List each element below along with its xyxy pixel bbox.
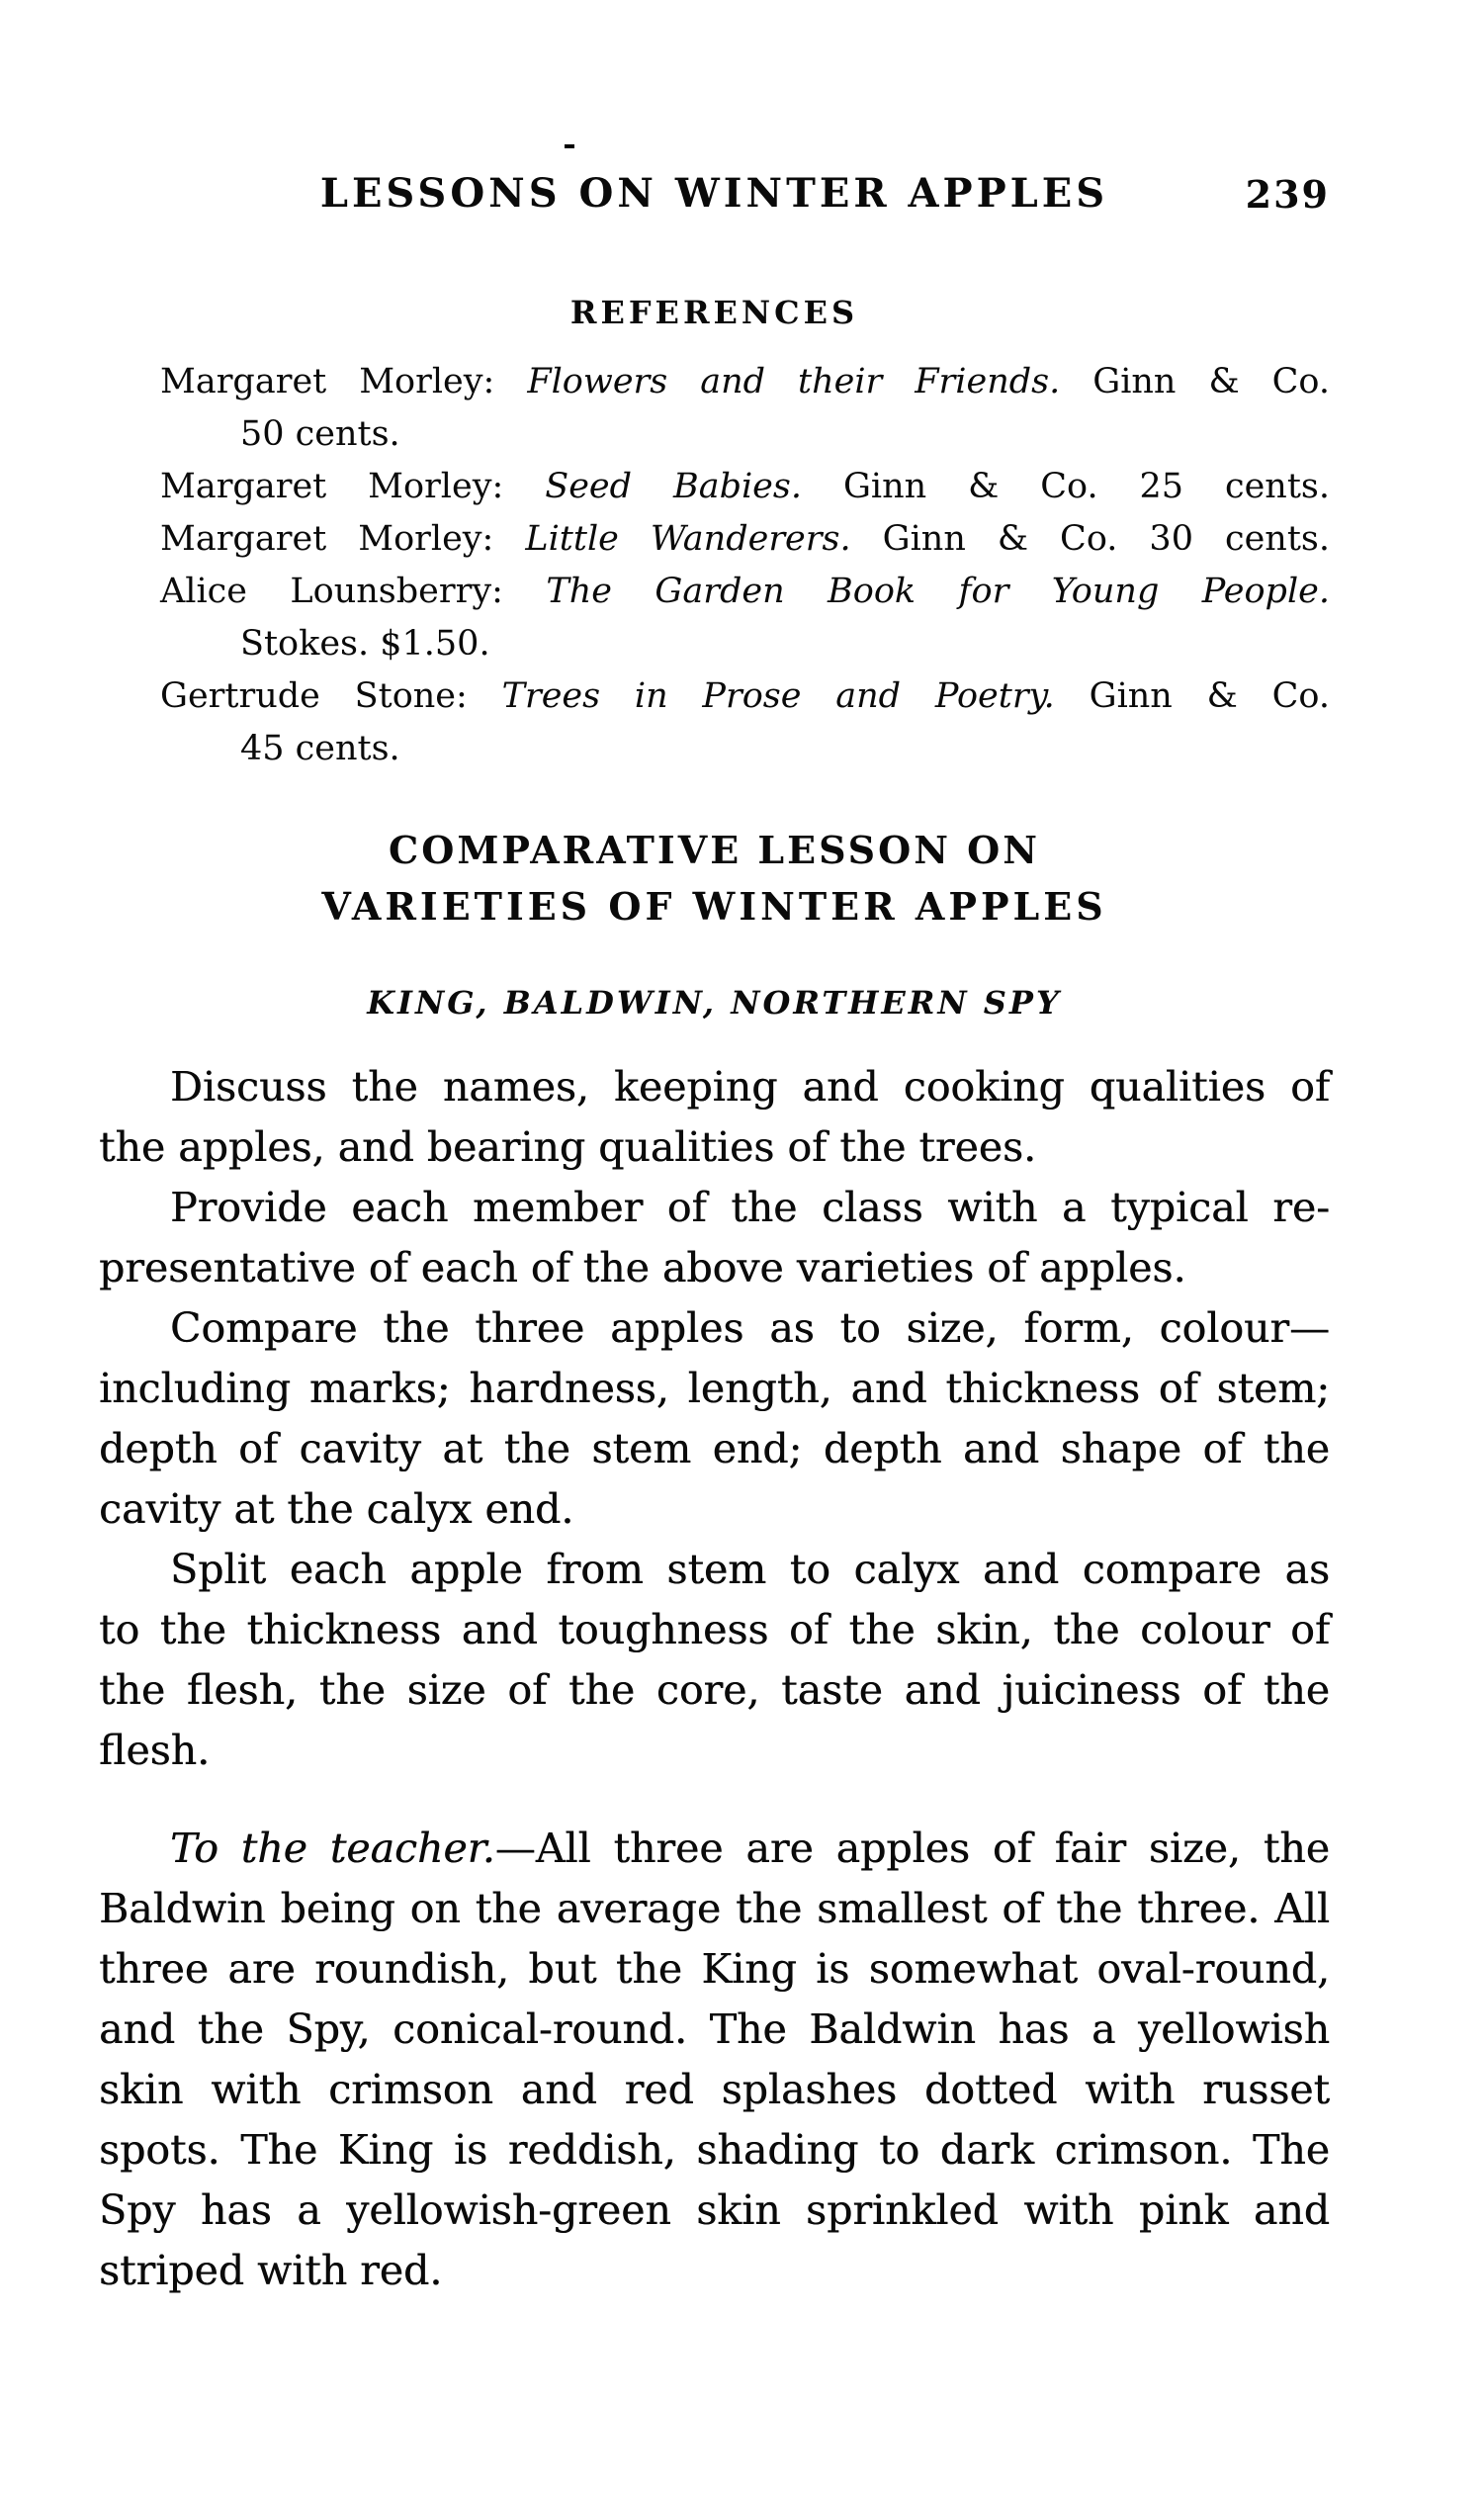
reference-entry bbox=[160, 513, 1330, 566]
teacher-note-paragraph bbox=[99, 1819, 1330, 2301]
paragraph bbox=[99, 1178, 1330, 1298]
references-heading: REFERENCES bbox=[569, 294, 859, 331]
paragraph bbox=[99, 1057, 1330, 1178]
paragraph-line: Split each apple from stem to calyx and compare as bbox=[170, 1546, 1330, 1593]
paragraph-line: Discuss the names, keeping and cooking qualities of bbox=[170, 1063, 1330, 1111]
reference-author: Alice Lounsberry: bbox=[160, 572, 503, 611]
reference-line bbox=[160, 566, 1330, 618]
reference-publisher: Ginn & Co. 25 cents. bbox=[842, 467, 1331, 506]
page bbox=[99, 0, 1330, 2301]
paragraph-line: spots. The King is reddish, shading to dark crimson. The bbox=[99, 2126, 1330, 2174]
reference-author: Gertrude Stone: bbox=[160, 676, 468, 716]
paragraph-line: presentative of each of the above varieties of apples. bbox=[99, 1244, 1186, 1291]
reference-line bbox=[160, 670, 1330, 723]
paragraph-line: three are roundish, but the King is somewhat oval-round, bbox=[99, 1945, 1330, 1993]
teacher-note-lead-rest: —All three are apples of fair size, the bbox=[494, 1825, 1330, 1872]
paragraph-line: Provide each member of the class with a typical re- bbox=[170, 1184, 1330, 1231]
reference-publisher: Ginn & Co. bbox=[1089, 676, 1330, 716]
lesson-heading-line-2: VARIETIES OF WINTER APPLES bbox=[321, 884, 1107, 929]
reference-book-title: Flowers and their Friends. bbox=[527, 362, 1061, 401]
running-head bbox=[99, 170, 1330, 222]
reference-entry bbox=[160, 356, 1330, 461]
varieties-subheading: KING, BALDWIN, NORTHERN SPY bbox=[367, 984, 1062, 1022]
paragraph-line: depth of cavity at the stem end; depth and shape of the bbox=[99, 1425, 1330, 1472]
reference-publisher: Ginn & Co. 30 cents. bbox=[882, 519, 1330, 559]
paragraph-line: and the Spy, conical-round. The Baldwin has a yellowish bbox=[99, 2005, 1330, 2053]
paragraph-line bbox=[99, 1819, 1330, 1879]
lesson-heading-line-1: COMPARATIVE LESSON ON bbox=[388, 828, 1041, 872]
reference-author: Margaret Morley: bbox=[160, 519, 494, 559]
reference-book-title: Little Wanderers. bbox=[525, 519, 851, 559]
lesson-body bbox=[99, 1057, 1330, 2301]
reference-publisher: Ginn & Co. bbox=[1092, 362, 1330, 401]
reference-line bbox=[160, 356, 1330, 408]
reference-entry bbox=[160, 566, 1330, 670]
teacher-note-lead: To the teacher. bbox=[170, 1825, 495, 1872]
reference-line bbox=[160, 513, 1330, 566]
paragraph-line: striped with red. bbox=[99, 2247, 443, 2294]
paragraph-line: including marks; hardness, length, and thickness of stem; bbox=[99, 1365, 1330, 1412]
paragraph-line: the flesh, the size of the core, taste and juiciness of the bbox=[99, 1666, 1330, 1714]
page-number: 239 bbox=[1245, 172, 1330, 217]
reference-continuation: 50 cents. bbox=[240, 414, 400, 454]
reference-entry bbox=[160, 670, 1330, 775]
reference-line bbox=[160, 461, 1330, 513]
paragraph-line: Spy has a yellowish-green skin sprinkled with pink and bbox=[99, 2186, 1330, 2234]
reference-continuation: 45 cents. bbox=[240, 729, 400, 768]
paragraph-line: skin with crimson and red splashes dotted with russet bbox=[99, 2066, 1330, 2113]
paragraph bbox=[99, 1298, 1330, 1540]
reference-book-title: The Garden Book for Young People. bbox=[546, 572, 1330, 611]
reference-author: Margaret Morley: bbox=[160, 362, 495, 401]
reference-author: Margaret Morley: bbox=[160, 467, 504, 506]
reference-entry bbox=[160, 461, 1330, 513]
running-title: LESSONS ON WINTER APPLES bbox=[319, 170, 1109, 217]
paragraph bbox=[99, 1540, 1330, 1781]
paragraph-line: flesh. bbox=[99, 1727, 211, 1774]
paragraph-line: cavity at the calyx end. bbox=[99, 1485, 574, 1533]
reference-book-title: Trees in Prose and Poetry. bbox=[501, 676, 1055, 716]
paragraph-line: Compare the three apples as to size, form, colour— bbox=[170, 1304, 1330, 1352]
paragraph-line: to the thickness and toughness of the skin, the colour of bbox=[99, 1606, 1330, 1653]
paragraph-line: the apples, and bearing qualities of the trees. bbox=[99, 1123, 1037, 1171]
reference-continuation: Stokes. $1.50. bbox=[240, 624, 490, 664]
paragraph-line: Baldwin being on the average the smallest of the three. All bbox=[99, 1885, 1330, 1932]
reference-book-title: Seed Babies. bbox=[545, 467, 802, 506]
references-list bbox=[160, 356, 1330, 775]
